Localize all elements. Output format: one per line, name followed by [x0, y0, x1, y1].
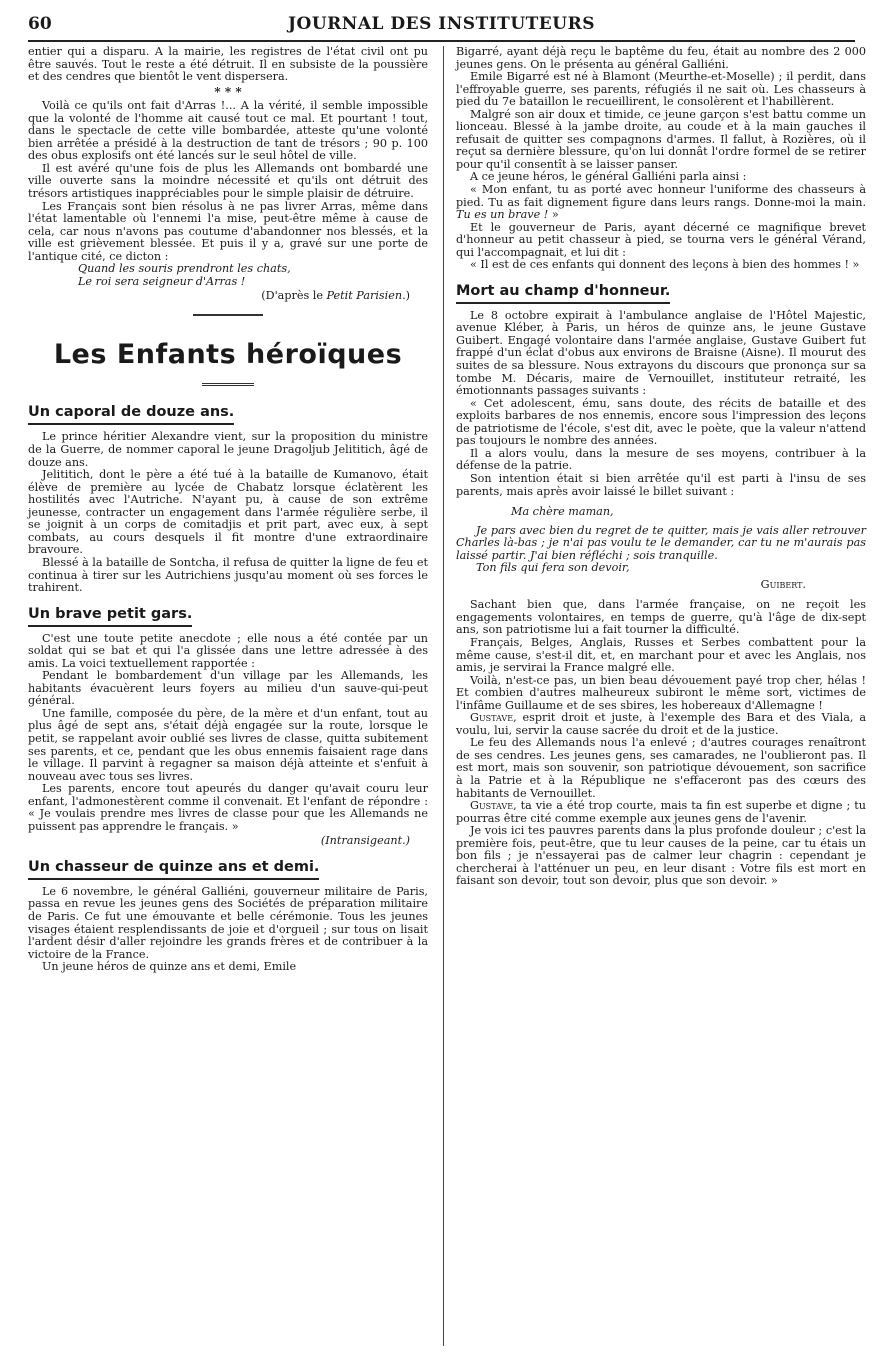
- paragraph: Et le gouverneur de Paris, ayant décerné ce magnifique brevet d'honneur au petit chasseur à pied, se tourna vers le général Vérand, qui l'accompagnait, et lui dit :: [456, 220, 866, 259]
- paragraph: Pendant le bombardement d'un village par les Allemands, les habitants évacuèrent leurs foyers au milieu d'un sauve-qui-peut général.: [28, 669, 428, 708]
- proverb-line: Quand les souris prendront les chats,: [78, 262, 291, 276]
- paragraph: Gustave, ta vie a été trop courte, mais ta fin est superbe et digne ; tu pourras être cité comme exemple aux jeunes gens de l'avenir.: [456, 799, 866, 825]
- paragraph: Son intention était si bien arrêtée qu'il est parti à l'insu de ses parents, mais après avoir laissé le billet suivant :: [456, 471, 866, 498]
- asterism-separator: * * *: [214, 84, 242, 99]
- proverb-line: Le roi sera seigneur d'Arras !: [78, 274, 246, 288]
- paragraph: Le 6 novembre, le général Galliéni, gouverneur militaire de Paris, passa en revue les jeunes gens des Sociétés de préparation militaire de Paris. Ce fut une émouvante et belle cérémonie. Tous les jeunes visages étaient resplendissants de joie et d'orgueil ; sur tous on lisait l'ardent désir d'aller rejoindre les grands frères et de contribuer à la victoire de la France.: [28, 884, 428, 961]
- source-citation: (Intransigeant.): [320, 834, 410, 848]
- paragraph: Emile Bigarré est né à Blamont (Meurthe-et-Moselle) ; il perdit, dans l'effroyable guerre, ses parents, réfugiés il ne sait où. Les chasseurs à pied du 7e bataillon le recueillirent, le consolèrent et l'habillèrent.: [456, 70, 866, 109]
- letter-close: Ton fils qui fera son devoir,: [476, 561, 630, 575]
- ornament-rule: [28, 377, 428, 387]
- quote-paragraph: « Mon enfant, tu as porté avec honneur l'uniforme des chasseurs à pied. Tu as fait dignement figure dans leurs rangs. Donne-moi la main. Tu es un brave ! »: [456, 183, 866, 222]
- paragraph: C'est une toute petite anecdote ; elle nous a été contée par un soldat qui se bat et qui l'a glissée dans une lettre adressée à des amis. La voici textuellement rapportée :: [28, 631, 428, 670]
- page-number: 60: [28, 14, 52, 34]
- proverb: [28, 263, 428, 288]
- letter-greeting: Ma chère maman,: [511, 505, 614, 519]
- section-title: Un chasseur de quinze ans et demi.: [28, 858, 319, 880]
- section-title: Mort au champ d'honneur.: [456, 282, 670, 304]
- ornament-rule: [28, 307, 428, 320]
- paragraph: Le prince héritier Alexandre vient, sur la proposition du ministre de la Guerre, de nommer caporal le jeune Dragoljub Jelititich, âgé de douze ans.: [28, 430, 428, 469]
- paragraph: Malgré son air doux et timide, ce jeune garçon s'est battu comme un lionceau. Blessé à la jambe droite, au coude et à la main gauches il refusait de quitter ses compagnons d'armes. Il fallut, à Rozières, où il reçut sa dernière blessure, qu'on lui donnât l'ordre formel de se retirer pour qu'il consentît à se laisser panser.: [456, 107, 866, 171]
- paragraph: Bigarré, ayant déjà reçu le baptême du feu, était au nombre des 2 000 jeunes gens. On le présenta au général Galliéni.: [456, 45, 866, 71]
- source-citation: (D'après le Petit Parisien.): [261, 289, 410, 303]
- paragraph: Gustave, esprit droit et juste, à l'exemple des Bara et des Viala, a voulu, lui, servir la cause sacrée du droit et de la justice.: [456, 711, 866, 737]
- journal-title: JOURNAL DES INSTITUTEURS: [288, 14, 595, 34]
- paragraph: Jelititich, dont le père a été tué à la bataille de Kumanovo, était élève de première au lycée de Chabatz lorsque éclatèrent les hostilités avec l'Autriche. N'ayant pu, à cause de son extrême jeunesse, contracter un engagement dans l'armée régulière serbe, il se joignit à un corps de comitadjis et prit part, avec eux, à sept combats, au cours desquels il fit montre d'une extraordinaire bravoure.: [28, 468, 428, 557]
- letter-signature: Guibert.: [760, 577, 806, 591]
- paragraph: Je vois ici tes pauvres parents dans la plus profonde douleur ; c'est la première fois, peut-être, que tu leur causes de la peine, car tu étais un bon fils ; je n'essayerai pas de calmer leur chagrin : cependant je chercherai à l'atténuer un peu, en leur disant : Votre fils est mort en faisant son devoir, tout son devoir, plus que son devoir. »: [456, 824, 866, 888]
- column-divider: [443, 46, 444, 1346]
- section-title: Un brave petit gars.: [28, 605, 192, 627]
- header-rule: [28, 40, 855, 42]
- paragraph: Les Français sont bien résolus à ne pas livrer Arras, même dans l'état lamentable où l'ennemi l'a mise, peut-être même à cause de cela, car nous n'avons pas coutume d'abandonner nos blessés, et la ville est grièvement blessée. Et puis il y a, gravé sur une porte de l'antique cité, ce dicton :: [28, 199, 428, 263]
- paragraph: A ce jeune héros, le général Galliéni parla ainsi :: [470, 170, 747, 184]
- paragraph: Une famille, composée du père, de la mère et d'un enfant, tout au plus âgé de sept ans, s'était déjà engagée sur la route, lorsque le petit, se rappelant avoir oublié ses livres de classe, quitta subitement ses parents, et ce, pendant que les obus ennemis faisaient rage dans le village. Il parvint à regagner sa maison déjà atteinte et s'enfuit à nouveau avec tous ses livres.: [28, 706, 428, 783]
- paragraph: Blessé à la bataille de Sontcha, il refusa de quitter la ligne de feu et continua à tirer sur les Autrichiens jusqu'au moment où ses forces le trahirent.: [28, 555, 428, 595]
- source-name: Petit Parisien: [326, 289, 403, 303]
- paragraph: « Cet adolescent, ému, sans doute, des récits de bataille et des exploits barbares de nos ennemis, encore sous l'impression des leçons de patriotisme de l'école, s'est dit, avec le poète, que la valeur n'attend pas toujours le nombre des années.: [456, 396, 866, 448]
- paragraph: Il a alors voulu, dans la mesure de ses moyens, contribuer à la défense de la patrie.: [456, 446, 866, 473]
- paragraph: Le 8 octobre expirait à l'ambulance anglaise de l'Hôtel Majestic, avenue Kléber, à Paris, un héros de quinze ans, le jeune Gustave Guibert. Engagé volontaire dans l'armée anglaise, Gustave Guibert fut frappé d'un éclat d'obus aux environs de Braisne (Aisne). Il mourut des suites de sa blessure. Nous extrayons du discours que prononça sur sa tombe M. Décaris, maire de Vernouillet, instituteur retraité, les émotionnants passages suivants :: [456, 308, 866, 398]
- right-column: [456, 46, 866, 888]
- paragraph: Français, Belges, Anglais, Russes et Serbes combattent pour la même cause, s'est-il dit, et, en marchant pour et avec les Anglais, nos amis, je servirai la France malgré elle.: [456, 635, 866, 675]
- main-title: Les Enfants héroïques: [53, 339, 403, 371]
- paragraph: Il est avéré qu'une fois de plus les Allemands ont bombardé une ville ouverte sans la moindre nécessité et qu'ils ont détruit des trésors artistiques inappréciables pour le simple plaisir de détruire.: [28, 161, 428, 201]
- name-smallcaps: Gustave: [470, 711, 514, 725]
- left-column: [28, 46, 428, 974]
- paragraph: Voilà, n'est-ce pas, un bien beau dévouement payé trop cher, hélas ! Et combien d'autres malheureux subiront le même sort, victimes de l'infâme Guillaume et de ses sbires, les hobereaux d'Allemagne !: [456, 673, 866, 712]
- paragraph: Un jeune héros de quinze ans et demi, Emile: [42, 960, 297, 974]
- section-title: Un caporal de douze ans.: [28, 403, 234, 425]
- letter-body: Je pars avec bien du regret de te quitter, mais je vais aller retrouver Charles là-bas ; je n'ai pas voulu te le demander, car tu ne m'aurais pas laissé partir. J'ai bien réfléchi ; sois tranquille.: [456, 523, 866, 562]
- paragraph: entier qui a disparu. A la mairie, les registres de l'état civil ont pu être sauvés. Tout le reste a été détruit. Il en subsiste de la poussière et des cendres que bientôt le vent dispersera.: [28, 45, 428, 84]
- paragraph: « Il est de ces enfants qui donnent des leçons à bien des hommes ! »: [470, 258, 860, 272]
- quote-italic: Tu es un brave !: [456, 208, 549, 222]
- paragraph: Les parents, encore tout apeurés du danger qu'avait couru leur enfant, l'admonestèrent comme il convenait. Et l'enfant de répondre : « Je voulais prendre mes livres de classe pour que les Allemands ne puissent pas apprendre le français. »: [28, 782, 428, 833]
- name-smallcaps: Gustave: [470, 799, 514, 813]
- paragraph: Le feu des Allemands nous l'a enlevé ; d'autres courages renaîtront de ses cendres. Les jeunes gens, ses camarades, ne l'oublieront pas. Il est mort, mais son souvenir, son patriotique dévouement, son sacrifice à la Patrie et à la République ne s'effaceront pas des cœurs des habitants de Vernouillet.: [456, 736, 866, 800]
- paragraph: Sachant bien que, dans l'armée française, on ne reçoit les engagements volontaires, en temps de guerre, qu'à l'âge de dix-sept ans, son patriotisme lui a fait tourner la difficulté.: [456, 598, 866, 637]
- paragraph: Voilà ce qu'ils ont fait d'Arras !... A la vérité, il semble impossible que la volonté de l'homme ait causé tout ce mal. Et pourtant ! tout, dans le spectacle de cette ville bombardée, atteste qu'une volonté bien arrêtée a présidé à la destruction de tant de trésors ; 90 p. 100 des obus explosifs ont été lancés sur le seul hôtel de ville.: [28, 99, 428, 163]
